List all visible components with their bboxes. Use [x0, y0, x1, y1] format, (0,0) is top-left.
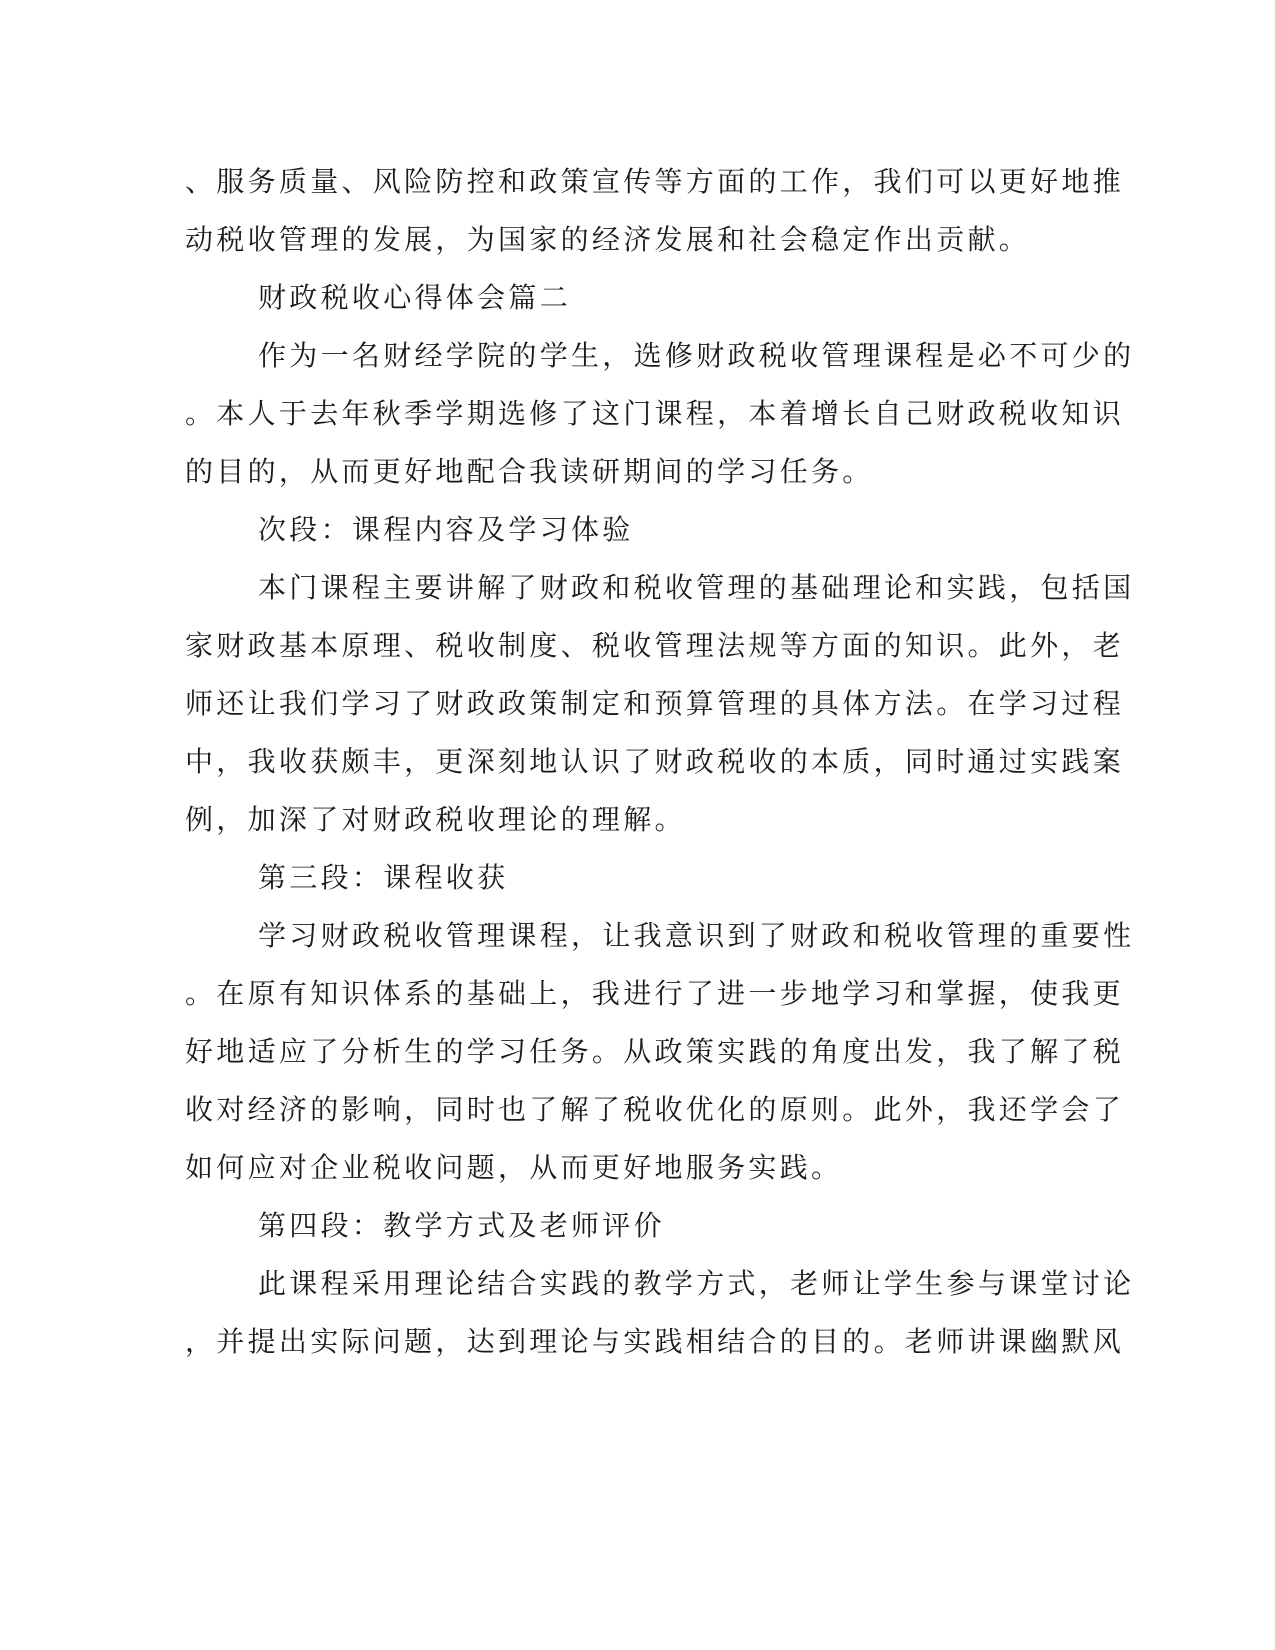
text-line: 学习财政税收管理课程，让我意识到了财政和税收管理的重要性: [258, 919, 1135, 952]
text-line: 的目的，从而更好地配合我读研期间的学习任务。: [185, 455, 874, 488]
text-line: 动税收管理的发展，为国家的经济发展和社会稳定作出贡献。: [185, 223, 1031, 256]
text-line: 。本人于去年秋季学期选修了这门课程，本着增长自己财政税收知识: [185, 397, 1125, 430]
text-line: 本门课程主要讲解了财政和税收管理的基础理论和实践，包括国: [258, 571, 1135, 604]
text-line: 中，我收获颇丰，更深刻地认识了财政税收的本质，同时通过实践案: [185, 745, 1125, 778]
text-line: 如何应对企业税收问题，从而更好地服务实践。: [185, 1151, 843, 1184]
text-line: 、服务质量、风险防控和政策宣传等方面的工作，我们可以更好地推: [185, 165, 1125, 198]
section-title: 财政税收心得体会篇二: [258, 281, 572, 314]
text-line: 家财政基本原理、税收制度、税收管理法规等方面的知识。此外，老: [185, 629, 1125, 662]
text-line: 例，加深了对财政税收理论的理解。: [185, 803, 686, 836]
text-line: 师还让我们学习了财政政策制定和预算管理的具体方法。在学习过程: [185, 687, 1125, 720]
text-line: 好地适应了分析生的学习任务。从政策实践的角度出发，我了解了税: [185, 1035, 1125, 1068]
text-line: 此课程采用理论结合实践的教学方式，老师让学生参与课堂讨论: [258, 1267, 1135, 1300]
text-line: 。在原有知识体系的基础上，我进行了进一步地学习和掌握，使我更: [185, 977, 1125, 1010]
text-line: 收对经济的影响，同时也了解了税收优化的原则。此外，我还学会了: [185, 1093, 1125, 1126]
section-heading: 次段：课程内容及学习体验: [258, 513, 634, 546]
text-line: 作为一名财经学院的学生，选修财政税收管理课程是必不可少的: [258, 339, 1135, 372]
section-heading: 第三段：课程收获: [258, 861, 509, 894]
text-line: ，并提出实际问题，达到理论与实践相结合的目的。老师讲课幽默风: [185, 1325, 1125, 1358]
section-heading: 第四段：教学方式及老师评价: [258, 1209, 665, 1242]
